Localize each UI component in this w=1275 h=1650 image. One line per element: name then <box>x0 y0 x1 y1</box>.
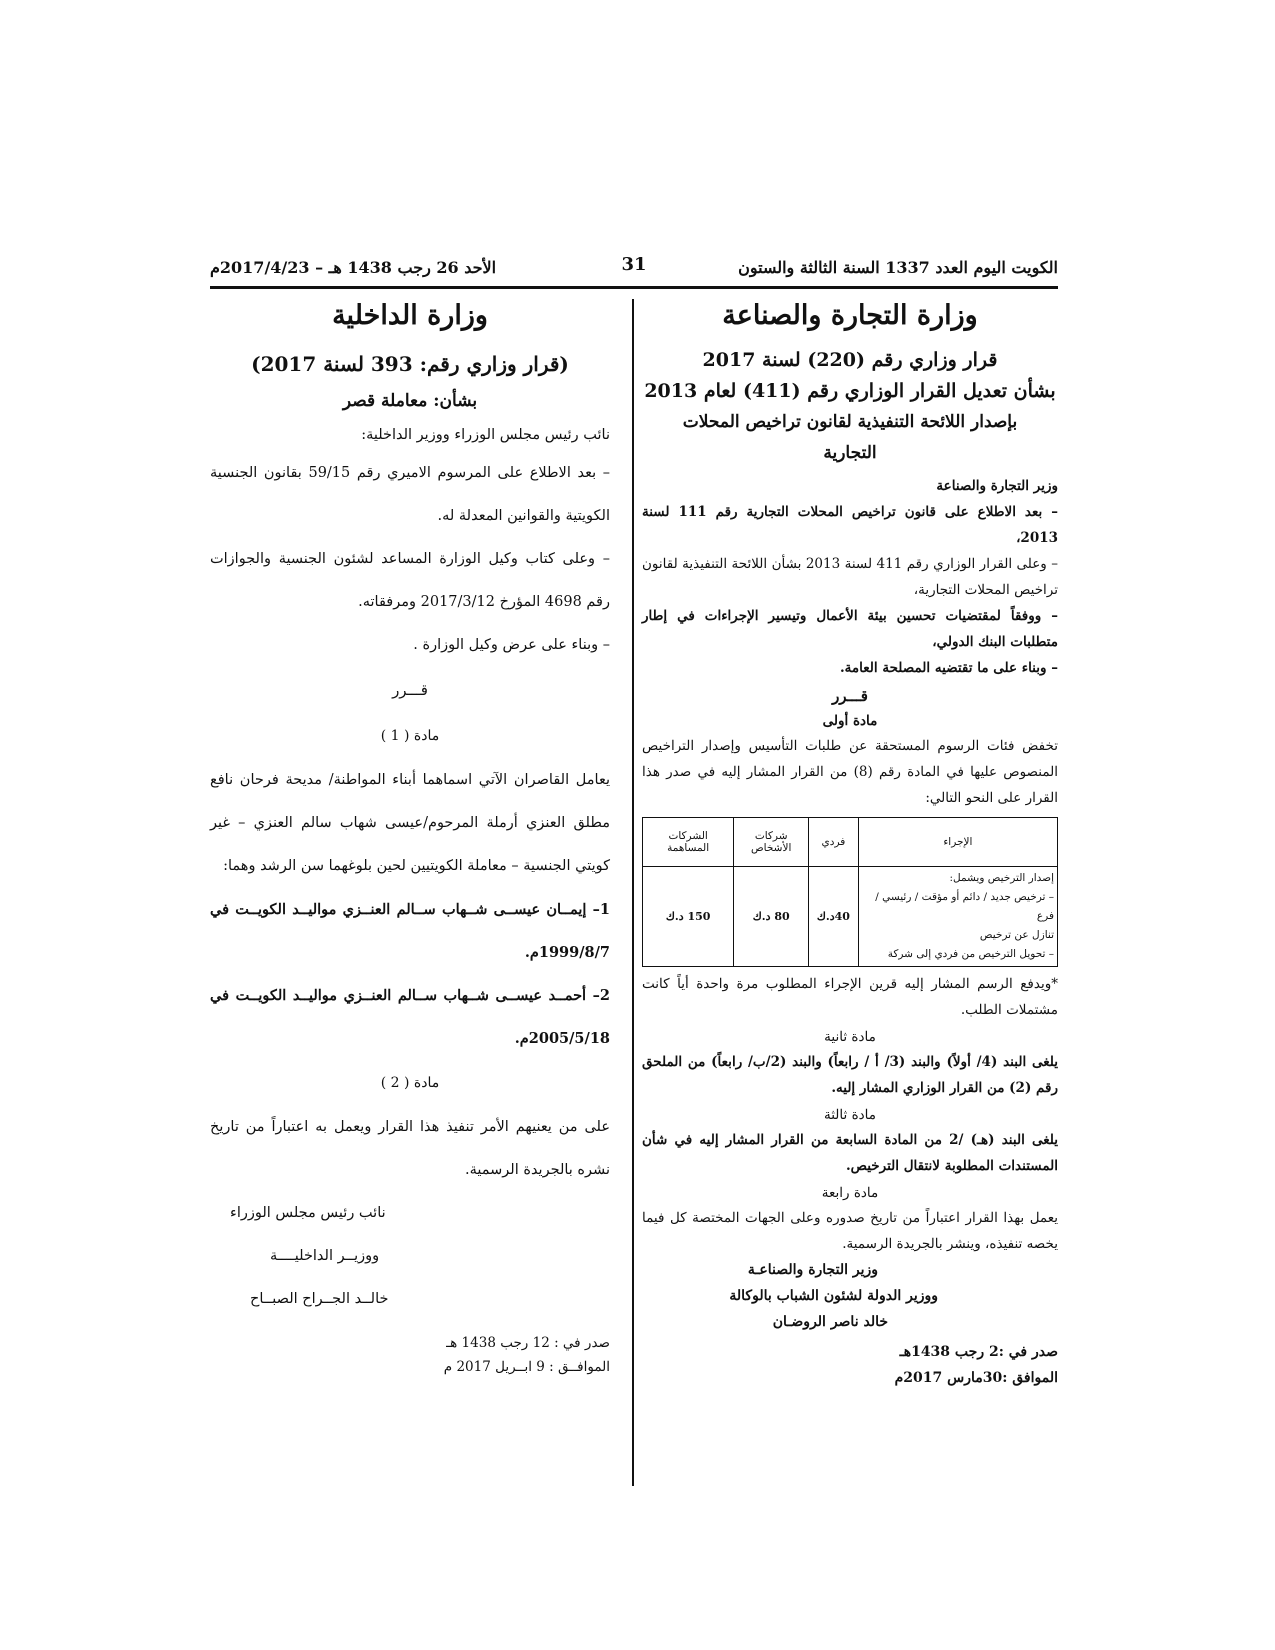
commerce-article-3-title: مادة ثالثة <box>823 1107 877 1123</box>
fees-table-note: *ويدفع الرسم المشار إليه قرين الإجراء المطلوب مرة واحدة أياً كانت مشتملات الطلب. <box>642 976 1058 1018</box>
commerce-article-2-text: يلغى البند (4/ أولاً) والبند (3/ أ / رابعاً) والبند (2/ب/ رابعاً) من الملحق رقم (2) من القرار الوزاري المشار إليه. <box>642 1054 1058 1096</box>
commerce-section <box>642 296 1058 1391</box>
commerce-about-line-3: التجارية <box>823 443 877 463</box>
commerce-signer-title-1: وزير التجارة والصناعـة <box>747 1262 878 1278</box>
interior-decided: قـــرر <box>392 681 428 699</box>
fee-partnerships: 80 د.ك <box>734 867 809 967</box>
interior-dates <box>210 1331 610 1379</box>
interior-ministry-title: وزارة الداخلية <box>332 300 488 331</box>
interior-signer-name: خالــد الجــراح الصبــاح <box>250 1291 389 1307</box>
commerce-decided: قـــرر <box>832 687 868 705</box>
commerce-article-1-text: تخفض فئات الرسوم المستحقة عن طلبات التأسيس وإصدار التراخيص المنصوص عليها في المادة رقم (8) من القرار المشار إليه في صدر هذا القرار على النحو التالي: <box>642 738 1058 806</box>
commerce-about-line-1: بشأن تعديل القرار الوزاري رقم (411) لعام 2013 <box>644 380 1056 402</box>
interior-article-1-title: مادة ( 1 ) <box>380 728 440 744</box>
interior-subject: بشأن: معاملة قصر <box>342 391 478 411</box>
interior-issued-date: صدر في : 12 رجب 1438 هـ <box>446 1335 610 1351</box>
commerce-article-4-text: يعمل بهذا القرار اعتباراً من تاريخ صدوره وعلى الجهات المختصة كل فيما يخصه تنفيذه، وينشر بالجريدة الرسمية. <box>642 1210 1058 1252</box>
commerce-signer-name: خالد ناصر الروضـان <box>772 1314 888 1330</box>
header-rule <box>210 286 1058 289</box>
page-number: 31 <box>621 254 647 275</box>
interior-minor-2: 2– أحمــد عيســى شــهاب ســالم العنــزي مواليــد الكويــت في 2005/5/18م. <box>210 987 610 1047</box>
interior-corresponding-date: الموافــق : 9 ابــريل 2017 م <box>443 1359 610 1375</box>
fees-header-procedure: الإجراء <box>858 818 1057 867</box>
interior-article-2-title: مادة ( 2 ) <box>380 1075 440 1091</box>
fees-procedure-cell <box>858 867 1057 967</box>
interior-recital-1: – بعد الاطلاع على المرسوم الاميري رقم 59/15 بقانون الجنسية الكويتية والقوانين المعدلة له. <box>210 465 610 524</box>
interior-minor-1: 1– إيمــان عيســى شــهاب ســالم العنــزي مواليــد الكويــت في 1999/8/7م. <box>210 901 610 961</box>
column-divider <box>632 299 634 1486</box>
interior-signature <box>210 1192 610 1321</box>
commerce-ministry-title: وزارة التجارة والصناعة <box>722 300 978 331</box>
commerce-corresponding-date: الموافق :30مارس 2017م <box>894 1370 1058 1386</box>
fees-header-individual: فردي <box>809 818 859 867</box>
commerce-signature <box>642 1257 1058 1335</box>
fees-header-shareholding: الشركات المساهمة <box>643 818 734 867</box>
commerce-article-2-title: مادة ثانية <box>824 1029 876 1045</box>
fee-shareholding: 150 د.ك <box>643 867 734 967</box>
page-header <box>210 254 1058 286</box>
interior-issuer: نائب رئيس مجلس الوزراء ووزير الداخلية: <box>361 427 610 443</box>
commerce-about-line-2: بإصدار اللائحة التنفيذية لقانون تراخيص المحلات <box>682 412 1018 432</box>
interior-section <box>210 296 610 1379</box>
table-row <box>643 867 1058 967</box>
interior-recital-2: – وعلى كتاب وكيل الوزارة المساعد لشئون الجنسية والجوازات رقم 4698 المؤرخ 2017/3/12 ومرفقاته. <box>210 551 610 610</box>
commerce-article-1-title: مادة أولى <box>822 713 878 729</box>
interior-signer-title-2: ووزيــر الداخليــــة <box>270 1248 380 1264</box>
interior-decision-number: (قرار وزاري رقم: 393 لسنة 2017) <box>251 352 569 376</box>
commerce-dates <box>642 1339 1058 1391</box>
interior-recital-3: – وبناء على عرض وكيل الوزارة . <box>413 637 610 653</box>
procedure-line: – تحويل الترخيص من فردي إلى شركة <box>887 948 1054 960</box>
header-issue: الكويت اليوم العدد 1337 السنة الثالثة والستون <box>738 258 1058 277</box>
interior-signer-title-1: نائب رئيس مجلس الوزراء <box>230 1205 386 1221</box>
commerce-recital-2: – وعلى القرار الوزاري رقم 411 لسنة 2013 بشأن اللائحة التنفيذية لقانون تراخيص المحلات التجارية، <box>642 556 1058 598</box>
fees-table <box>642 817 1058 967</box>
header-date: الأحد 26 رجب 1438 هـ – 2017/4/23م <box>210 258 497 277</box>
interior-article-1-text: يعامل القاصران الآتي اسماهما أبناء المواطنة/ مديحة فرحان نافع مطلق العنزي أرملة المرحوم/عيسى شهاب سالم العنزي – غير كويتي الجنسية – معاملة الكويتيين لحين بلوغهما سن الرشد وهما: <box>210 772 610 874</box>
commerce-recital-1: – بعد الاطلاع على قانون تراخيص المحلات التجارية رقم 111 لسنة 2013، <box>642 504 1058 546</box>
fee-individual: 40د.ك <box>809 867 859 967</box>
procedure-line: – ترخيص جديد / دائم أو مؤقت / رئيسي / فرع <box>875 891 1054 922</box>
interior-article-2-text: على من يعنيهم الأمر تنفيذ هذا القرار ويعمل به اعتباراً من تاريخ نشره بالجريدة الرسمية. <box>210 1119 610 1178</box>
commerce-recital-4: – وبناء على ما تقتضيه المصلحة العامة. <box>839 660 1058 676</box>
procedure-line: تنازل عن ترخيص <box>979 929 1054 941</box>
commerce-decision-number: قرار وزاري رقم (220) لسنة 2017 <box>702 349 998 371</box>
commerce-issuer: وزير التجارة والصناعة <box>936 478 1058 494</box>
commerce-issued-date: صدر في :2 رجب 1438هـ <box>899 1344 1058 1360</box>
commerce-article-3-text: يلغى البند (هـ) /2 من المادة السابعة من القرار المشار إليه في شأن المستندات المطلوبة لانتقال الترخيص. <box>642 1132 1058 1174</box>
procedure-line: إصدار الترخيص ويشمل: <box>949 872 1054 884</box>
commerce-article-4-title: مادة رابعة <box>821 1185 879 1201</box>
commerce-signer-title-2: ووزير الدولة لشئون الشباب بالوكالة <box>729 1288 938 1304</box>
commerce-recital-3: – ووفقاً لمقتضيات تحسين بيئة الأعمال وتيسير الإجراءات في إطار متطلبات البنك الدولي، <box>642 608 1058 650</box>
fees-header-partnerships: شركات الأشخاص <box>734 818 809 867</box>
